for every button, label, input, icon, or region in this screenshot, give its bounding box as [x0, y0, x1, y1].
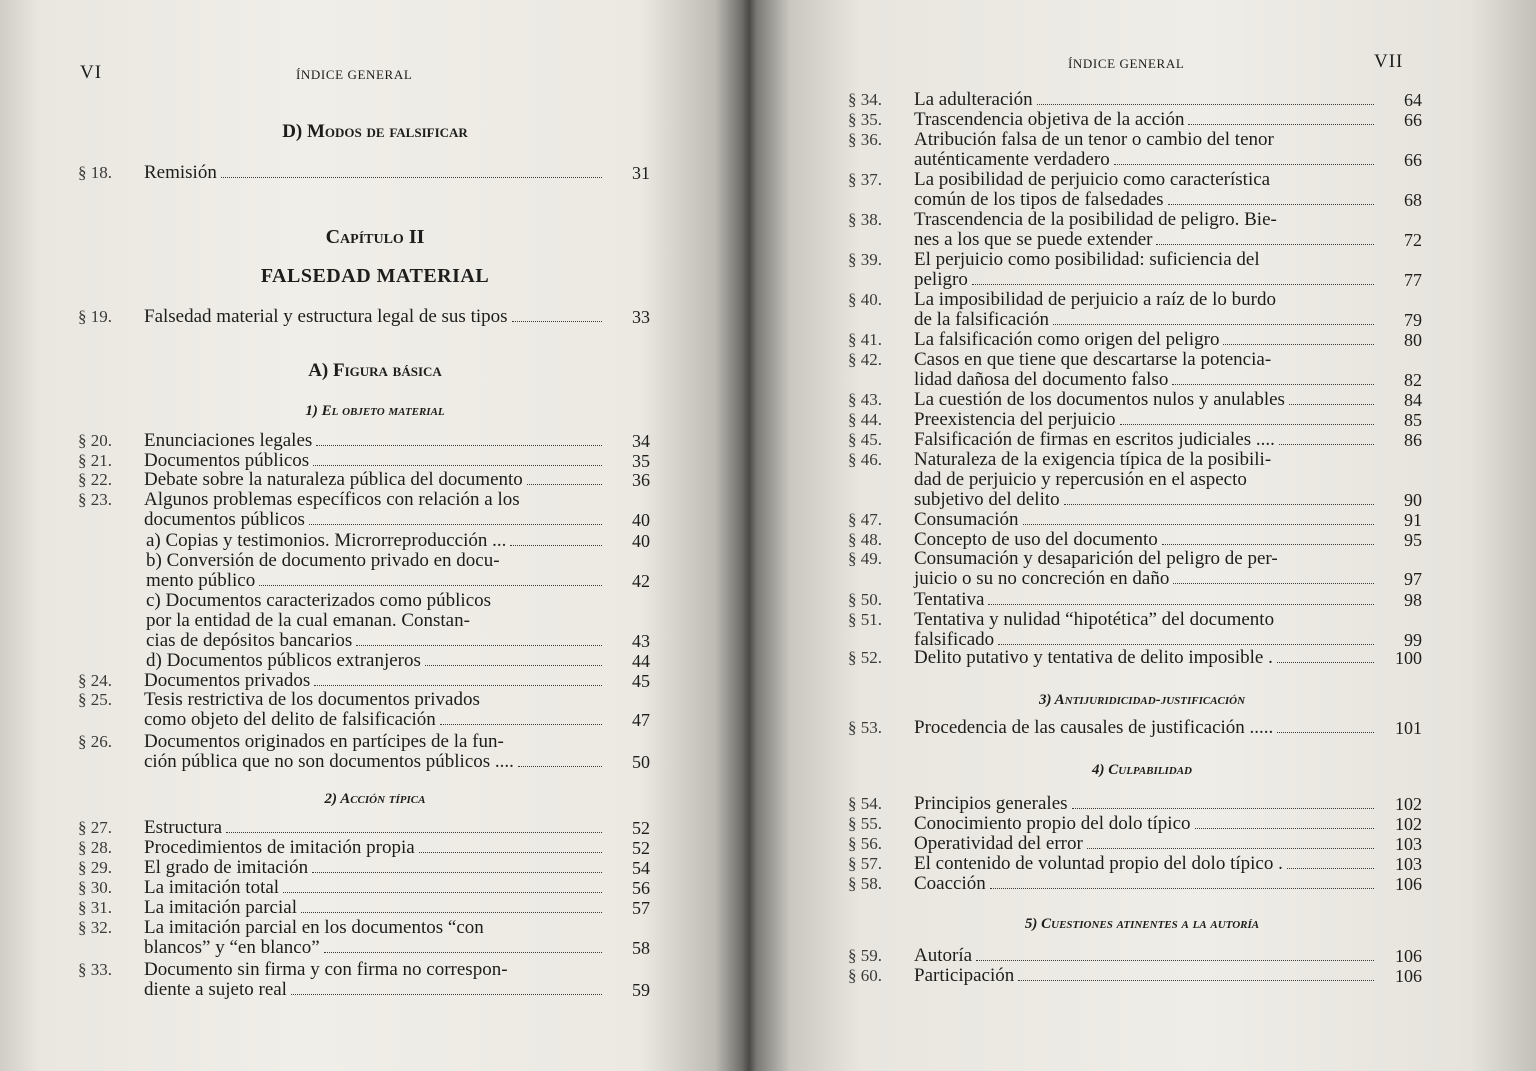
dot-leader	[1223, 344, 1374, 345]
entry-title-line: Trascendencia objetiva de la acción	[914, 109, 1185, 130]
entry-title-line: Tesis restrictiva de los documentos privados	[144, 689, 480, 710]
page-reference: 106	[1395, 946, 1422, 966]
section-number: § 41.	[848, 330, 882, 349]
page-reference: 85	[1404, 410, 1422, 430]
entry-title-line: El perjuicio como posibilidad: suficiencia del	[914, 249, 1260, 270]
section-number: § 56.	[848, 834, 882, 853]
page-reference: 103	[1395, 834, 1422, 854]
page-reference: 66	[1404, 110, 1422, 130]
section-number: § 43.	[848, 390, 882, 409]
page-reference: 90	[1404, 490, 1422, 510]
chapter-title: FALSEDAD MATERIAL	[260, 265, 490, 287]
entry-title-line: La falsificación como origen del peligro	[914, 329, 1220, 350]
dot-leader	[440, 724, 602, 725]
section-number: § 31.	[78, 898, 112, 917]
page-reference: 106	[1395, 966, 1422, 986]
entry-title-line: Documentos privados	[144, 670, 311, 691]
section-number: § 48.	[848, 530, 882, 549]
entry-title-line: peligro	[914, 269, 968, 290]
page-reference: 31	[632, 163, 650, 183]
running-head: ÍNDICE GENERAL	[1068, 56, 1185, 71]
running-head: ÍNDICE GENERAL	[296, 67, 413, 82]
entry-title-line: falsificado	[914, 629, 995, 650]
dot-leader	[1173, 583, 1374, 584]
section-number: § 40.	[848, 290, 882, 309]
dot-leader	[990, 888, 1374, 889]
section-number: § 47.	[848, 510, 882, 529]
section-number: § 26.	[78, 732, 112, 751]
section-number: § 36.	[848, 130, 882, 149]
dot-leader	[291, 994, 602, 995]
entry-title-line: La cuestión de los documentos nulos y anulables	[914, 389, 1285, 410]
subsection-title: A) Figura básica	[308, 360, 442, 381]
dot-leader	[324, 952, 602, 953]
dot-leader	[512, 321, 602, 322]
dot-leader	[425, 665, 602, 666]
page-reference: 97	[1404, 569, 1422, 589]
page-reference: 34	[632, 431, 650, 451]
section-number: § 60.	[848, 966, 882, 985]
entry-title-line: Documentos originados en partícipes de la fun-	[144, 731, 504, 752]
page-reference: 58	[632, 938, 650, 958]
section-number: § 34.	[848, 90, 882, 109]
dot-leader	[1072, 808, 1374, 809]
section-number: § 44.	[848, 410, 882, 429]
entry-title-line: Consumación	[914, 509, 1019, 530]
dot-leader	[1195, 828, 1374, 829]
page-reference: 52	[632, 818, 650, 838]
page-reference: 33	[632, 307, 650, 327]
page-number: VII	[1374, 51, 1404, 72]
section-number: § 55.	[848, 814, 882, 833]
entry-title-line: mento público	[146, 570, 256, 591]
page-reference: 64	[1404, 90, 1422, 110]
page-reference: 103	[1395, 854, 1422, 874]
entry-title-line: Casos en que tiene que descartarse la potencia-	[914, 349, 1272, 370]
page-reference: 68	[1404, 190, 1422, 210]
page-reference: 102	[1395, 794, 1422, 814]
dot-leader	[1156, 244, 1374, 245]
dot-leader	[1289, 404, 1374, 405]
page-reference: 57	[632, 898, 650, 918]
dot-leader	[312, 872, 602, 873]
section-number: § 19.	[78, 307, 112, 326]
entry-title-line: b) Conversión de documento privado en docu-	[146, 550, 500, 571]
page-reference: 102	[1395, 814, 1422, 834]
section-number: § 42.	[848, 350, 882, 369]
section-number: § 24.	[78, 671, 112, 690]
page-reference: 54	[632, 858, 650, 878]
section-number: § 21.	[78, 451, 112, 470]
subsection-title: 1) El objeto material	[305, 403, 445, 419]
entry-title-line: dad de perjuicio y repercusión en el aspecto	[914, 469, 1247, 490]
page-reference: 72	[1404, 230, 1422, 250]
page-reference: 99	[1404, 630, 1422, 650]
section-number: § 23.	[78, 490, 112, 509]
entry-title-line: lidad dañosa del documento falso	[914, 369, 1169, 390]
dot-leader	[356, 645, 602, 646]
dot-leader	[972, 284, 1374, 285]
page-reference: 40	[632, 531, 650, 551]
dot-leader	[1287, 868, 1374, 869]
entry-title-line: d) Documentos públicos extranjeros	[146, 650, 421, 671]
entry-title-line: a) Copias y testimonios. Microrreproducción ...	[146, 530, 507, 551]
section-number: § 25.	[78, 690, 112, 709]
entry-title-line: Naturaleza de la exigencia típica de la posibili-	[914, 449, 1272, 470]
entry-title-line: Concepto de uso del documento	[914, 529, 1158, 550]
chapter-label: Capítulo II	[325, 226, 425, 248]
page-reference: 35	[632, 451, 650, 471]
page-reference: 100	[1395, 648, 1422, 668]
section-number: § 30.	[78, 878, 112, 897]
entry-title-line: Estructura	[144, 817, 223, 838]
section-number: § 57.	[848, 854, 882, 873]
entry-title-line: Algunos problemas específicos con relación a los	[144, 489, 520, 510]
page-reference: 44	[632, 651, 650, 671]
dot-leader	[283, 892, 602, 893]
dot-leader	[1120, 424, 1374, 425]
dot-leader	[221, 177, 602, 178]
page-reference: 40	[632, 510, 650, 530]
page-reference: 47	[632, 710, 650, 730]
entry-title-line: diente a sujeto real	[144, 979, 287, 1000]
entry-title-line: Falsedad material y estructura legal de sus tipos	[144, 306, 508, 327]
section-number: § 45.	[848, 430, 882, 449]
dot-leader	[1277, 662, 1374, 663]
entry-title-line: La imitación parcial	[144, 897, 297, 918]
page-reference: 79	[1404, 310, 1422, 330]
entry-title-line: común de los tipos de falsedades	[914, 189, 1164, 210]
section-number: § 28.	[78, 838, 112, 857]
section-title: D) Modos de falsificar	[282, 121, 468, 142]
section-number: § 18.	[78, 163, 112, 182]
section-number: § 39.	[848, 250, 882, 269]
entry-title-line: Procedencia de las causales de justificación .....	[914, 717, 1274, 738]
section-number: § 22.	[78, 470, 112, 489]
section-number: § 53.	[848, 718, 882, 737]
entry-title-line: El grado de imitación	[144, 857, 309, 878]
dot-leader	[518, 766, 602, 767]
entry-title-line: ción pública que no son documentos públicos ....	[144, 751, 514, 772]
entry-title-line: La posibilidad de perjuicio como característica	[914, 169, 1271, 190]
entry-title-line: Conocimiento propio del dolo típico	[914, 813, 1191, 834]
dot-leader	[1064, 504, 1374, 505]
subsection-title: 5) Cuestiones atinentes a la autoría	[1024, 916, 1260, 932]
entry-title-line: La imposibilidad de perjuicio a raíz de lo burdo	[914, 289, 1276, 310]
section-number: § 59.	[848, 946, 882, 965]
dot-leader	[976, 960, 1374, 961]
entry-title-line: c) Documentos caracterizados como públicos	[146, 590, 492, 611]
dot-leader	[1168, 204, 1374, 205]
entry-title-line: Documento sin firma y con firma no correspon-	[144, 959, 508, 980]
dot-leader	[1114, 164, 1374, 165]
page-reference: 50	[632, 752, 650, 772]
page-reference: 106	[1395, 874, 1422, 894]
entry-title-line: Delito putativo y tentativa de delito imposible .	[914, 647, 1273, 668]
page-reference: 98	[1404, 590, 1422, 610]
dot-leader	[998, 644, 1374, 645]
entry-title-line: subjetivo del delito	[914, 489, 1060, 510]
entry-title-line: Documentos públicos	[144, 450, 310, 471]
entry-title-line: Participación	[914, 965, 1015, 986]
section-number: § 50.	[848, 590, 882, 609]
page-reference: 52	[632, 838, 650, 858]
right-page	[752, 0, 1536, 1071]
entry-title-line: La imitación parcial en los documentos “con	[144, 917, 484, 938]
entry-title-line: Enunciaciones legales	[144, 430, 313, 451]
section-number: § 33.	[78, 960, 112, 979]
section-number: § 20.	[78, 431, 112, 450]
entry-title-line: Trascendencia de la posibilidad de peligro. Bie-	[914, 209, 1277, 230]
dot-leader	[1087, 848, 1374, 849]
section-number: § 32.	[78, 918, 112, 937]
entry-title-line: Falsificación de firmas en escritos judiciales ....	[914, 429, 1275, 450]
entry-title-line: de la falsificación	[914, 309, 1050, 330]
dot-leader	[988, 604, 1374, 605]
section-number: § 29.	[78, 858, 112, 877]
page-reference: 77	[1404, 270, 1422, 290]
entry-title-line: Preexistencia del perjuicio	[914, 409, 1116, 430]
entry-title-line: nes a los que se puede extender	[914, 229, 1153, 250]
page-reference: 42	[632, 571, 650, 591]
entry-title-line: documentos públicos	[144, 509, 305, 530]
entry-title-line: La imitación total	[144, 877, 280, 898]
page-reference: 91	[1404, 510, 1422, 530]
entry-title-line: El contenido de voluntad propio del dolo típico .	[914, 853, 1283, 874]
entry-title-line: Remisión	[144, 162, 217, 183]
section-number: § 46.	[848, 450, 882, 469]
dot-leader	[1023, 524, 1375, 525]
dot-leader	[309, 524, 602, 525]
entry-title-line: por la entidad de la cual emanan. Constan-	[146, 610, 470, 631]
section-number: § 37.	[848, 170, 882, 189]
dot-leader	[1277, 732, 1374, 733]
dot-leader	[510, 545, 602, 546]
entry-title-line: cias de depósitos bancarios	[146, 630, 353, 651]
dot-leader	[316, 445, 602, 446]
page-reference: 86	[1404, 430, 1422, 450]
section-number: § 58.	[848, 874, 882, 893]
page-reference: 36	[632, 470, 650, 490]
page-reference: 84	[1404, 390, 1422, 410]
entry-title-line: La adulteración	[914, 89, 1033, 110]
entry-title-line: como objeto del delito de falsificación	[144, 709, 436, 730]
entry-title-line: Principios generales	[914, 793, 1068, 814]
subsection-title: 3) Antijuridicidad-justificación	[1038, 692, 1246, 708]
dot-leader	[1162, 544, 1374, 545]
section-number: § 51.	[848, 610, 882, 629]
page-reference: 80	[1404, 330, 1422, 350]
page-number: VI	[80, 62, 103, 83]
dot-leader	[1037, 104, 1374, 105]
dot-leader	[1053, 324, 1374, 325]
dot-leader	[226, 832, 602, 833]
section-number: § 52.	[848, 648, 882, 667]
subsection-title: 2) Acción típica	[324, 791, 426, 807]
page-reference: 56	[632, 878, 650, 898]
entry-title-line: Operatividad del error	[914, 833, 1083, 854]
section-number: § 27.	[78, 818, 112, 837]
entry-title-line: Procedimientos de imitación propia	[144, 837, 415, 858]
entry-title-line: Atribución falsa de un tenor o cambio del tenor	[914, 129, 1274, 150]
entry-title-line: Autoría	[914, 945, 973, 966]
page-reference: 101	[1395, 718, 1422, 738]
left-page	[0, 0, 745, 1071]
dot-leader	[527, 484, 602, 485]
entry-title-line: Consumación y desaparición del peligro de per-	[914, 548, 1278, 569]
entry-title-line: Coacción	[914, 873, 986, 894]
entry-title-line: blancos” y “en blanco”	[144, 937, 320, 958]
entry-title-line: Debate sobre la naturaleza pública del documento	[144, 469, 523, 490]
dot-leader	[1188, 124, 1374, 125]
dot-leader	[1279, 444, 1374, 445]
section-number: § 54.	[848, 794, 882, 813]
page-reference: 59	[632, 980, 650, 1000]
page-reference: 82	[1404, 370, 1422, 390]
page-reference: 45	[632, 671, 650, 691]
page-reference: 43	[632, 631, 650, 651]
page-reference: 66	[1404, 150, 1422, 170]
section-number: § 35.	[848, 110, 882, 129]
dot-leader	[1172, 384, 1374, 385]
entry-title-line: Tentativa y nulidad “hipotética” del documento	[914, 609, 1275, 630]
dot-leader	[314, 685, 602, 686]
dot-leader	[1018, 980, 1374, 981]
dot-leader	[313, 465, 602, 466]
subsection-title: 4) Culpabilidad	[1092, 762, 1192, 778]
dot-leader	[419, 852, 602, 853]
entry-title-line: juicio o su no concreción en daño	[914, 568, 1170, 589]
section-number: § 49.	[848, 549, 882, 568]
entry-title-line: auténticamente verdadero	[914, 149, 1110, 170]
entry-title-line: Tentativa	[914, 589, 985, 610]
page-reference: 95	[1404, 530, 1422, 550]
dot-leader	[301, 912, 602, 913]
dot-leader	[259, 585, 602, 586]
section-number: § 38.	[848, 210, 882, 229]
